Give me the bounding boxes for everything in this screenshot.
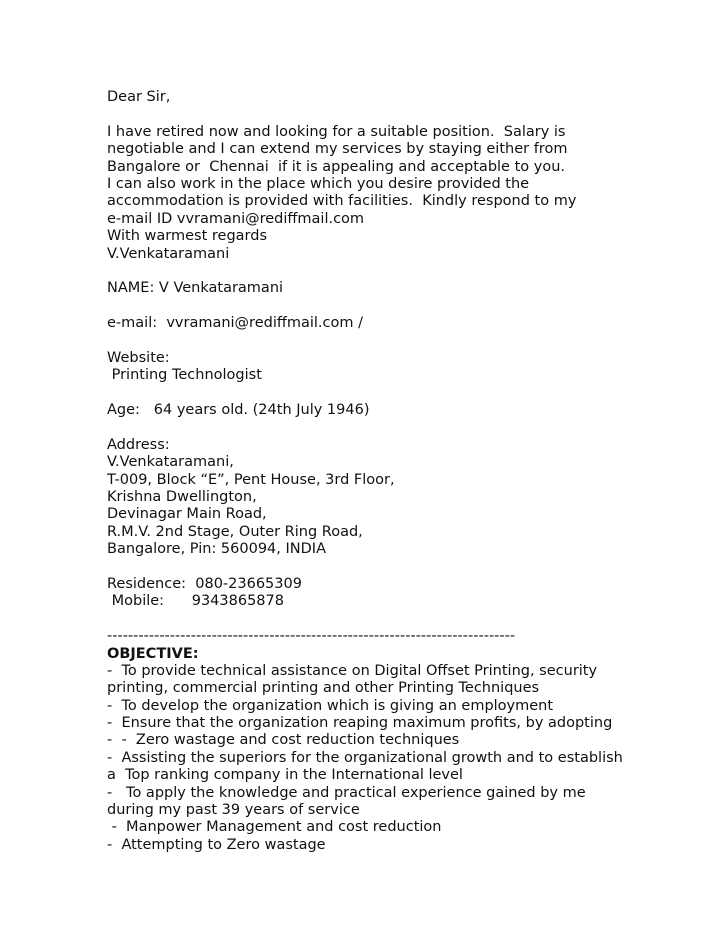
objective-line: a Top ranking company in the International level [107,767,463,784]
website-label: Website: [107,349,170,366]
name-line: NAME: V Venkataramani [107,280,284,297]
spacer [107,385,707,402]
cover-letter-line: accommodation is provided with facilities. Kindly respond to my [107,193,577,210]
objective-line: - To develop the organization which is giving an employment [107,697,554,714]
objective-line: - - Zero wastage and cost reduction techniques [107,732,460,749]
objective-line: - Ensure that the organization reaping maximum profits, by adopting [107,715,613,732]
objective-heading: OBJECTIVE: [107,645,199,662]
address-line: Krishna Dwellington, [107,488,257,505]
spacer [107,419,707,436]
address-line: T-009, Block “E”, Pent House, 3rd Floor, [107,471,395,488]
resume-document [107,89,707,854]
objective-line: printing, commercial printing and other Printing Techniques [107,680,540,697]
objective-line: - Attempting to Zero wastage [107,836,326,853]
spacer [107,559,707,576]
address-line: Devinagar Main Road, [107,506,267,523]
cover-letter-line: e-mail ID vvramani@rediffmail.com [107,210,365,227]
cover-letter-line: I have retired now and looking for a suitable position. Salary is [107,123,566,140]
objective-line: - To apply the knowledge and practical experience gained by me [107,784,586,801]
objective-line: during my past 39 years of service [107,802,360,819]
spacer [107,332,707,349]
cover-letter-line: With warmest regards [107,228,267,245]
address-line: Bangalore, Pin: 560094, INDIA [107,541,326,558]
cover-letter-line: Bangalore or Chennai if it is appealing and acceptable to you. [107,158,565,175]
spacer [107,263,707,280]
greeting: Dear Sir, [107,89,171,105]
age-line: Age: 64 years old. (24th July 1946) [107,402,370,419]
cover-letter-line: I can also work in the place which you desire provided the [107,175,530,192]
email-line: e-mail: vvramani@rediffmail.com / [107,315,363,332]
residence-phone: Residence: 080-23665309 [107,575,302,592]
objective-line: - To provide technical assistance on Digital Offset Printing, security [107,662,598,679]
objective-list [107,663,707,854]
divider-line: ------------------------------------------------------------------------------ [107,628,516,645]
address-block [107,454,707,558]
website-value: Printing Technologist [107,367,262,384]
spacer [107,106,707,123]
address-label: Address: [107,436,170,453]
cover-letter-line: negotiable and I can extend my services by staying either from [107,141,568,158]
address-line: R.M.V. 2nd Stage, Outer Ring Road, [107,523,363,540]
objective-line: - Assisting the superiors for the organizational growth and to establish [107,749,623,766]
spacer [107,298,707,315]
address-line: V.Venkataramani, [107,454,234,471]
signature-name: V.Venkataramani [107,245,230,262]
spacer [107,611,707,628]
mobile-phone: Mobile: 9343865878 [107,593,284,610]
objective-line: - Manpower Management and cost reduction [107,819,442,836]
cover-letter-paragraph [107,124,707,263]
